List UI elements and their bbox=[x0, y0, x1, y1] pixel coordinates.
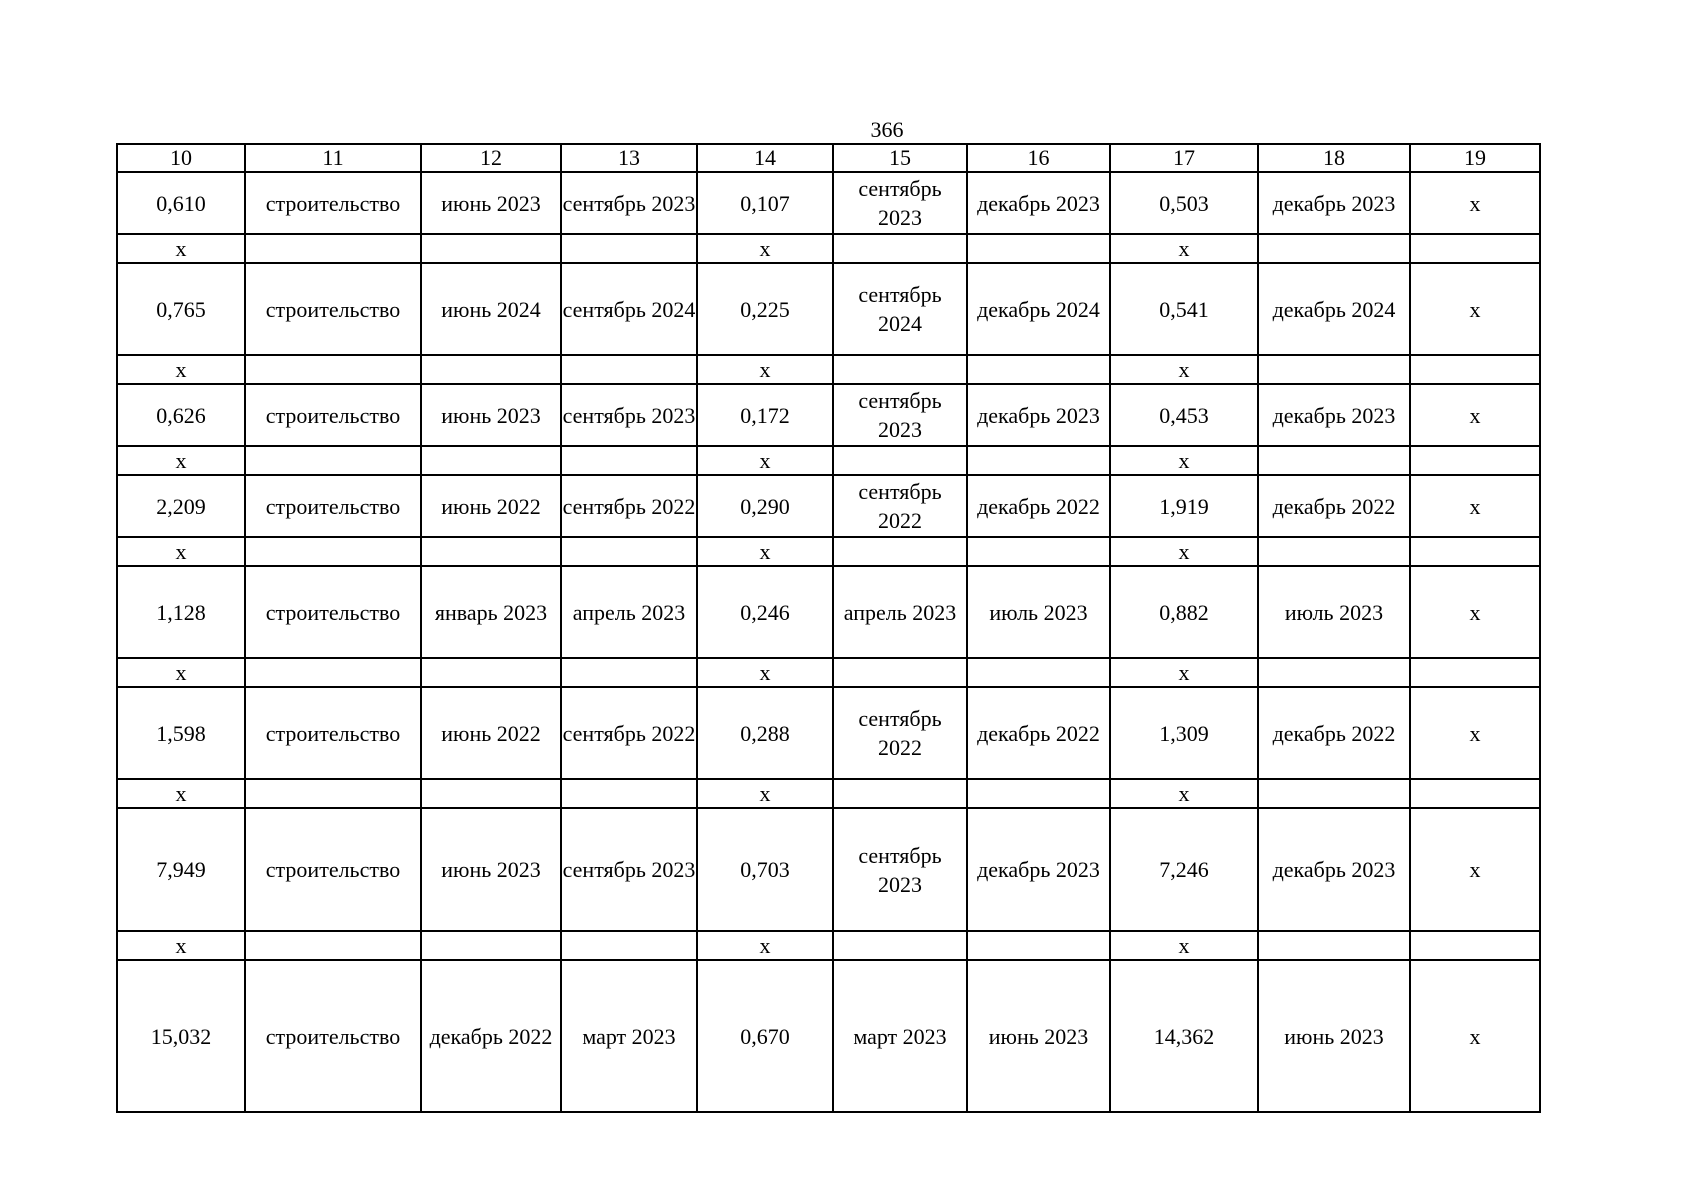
table-row bbox=[117, 960, 1540, 1112]
table-cell: июнь 2022 bbox=[421, 687, 561, 779]
table-cell bbox=[561, 658, 697, 687]
table-cell: декабрь 2022 bbox=[1258, 687, 1410, 779]
table-subrow bbox=[117, 446, 1540, 475]
table-cell: 0,225 bbox=[697, 263, 833, 355]
table-cell: х bbox=[1110, 355, 1258, 384]
table-cell: июнь 2023 bbox=[421, 172, 561, 234]
table-cell bbox=[421, 537, 561, 566]
table-cell bbox=[1258, 234, 1410, 263]
table-cell: декабрь 2023 bbox=[967, 808, 1110, 931]
table-cell: строительство bbox=[245, 384, 421, 446]
table-cell: сентябрь 2022 bbox=[561, 687, 697, 779]
table-subrow bbox=[117, 355, 1540, 384]
table-cell: апрель 2023 bbox=[561, 566, 697, 658]
column-number: 15 bbox=[833, 144, 967, 172]
table-cell bbox=[1410, 446, 1540, 475]
table-cell: строительство bbox=[245, 960, 421, 1112]
table-subrow bbox=[117, 537, 1540, 566]
table-cell: декабрь 2022 bbox=[421, 960, 561, 1112]
table-cell: х bbox=[697, 234, 833, 263]
table-cell bbox=[245, 779, 421, 808]
table-cell: 0,882 bbox=[1110, 566, 1258, 658]
table-row bbox=[117, 172, 1540, 234]
table-cell bbox=[1410, 537, 1540, 566]
table-cell bbox=[561, 931, 697, 960]
table-cell: х bbox=[1410, 687, 1540, 779]
table-cell: март 2023 bbox=[833, 960, 967, 1112]
table-cell: декабрь 2023 bbox=[1258, 384, 1410, 446]
table-cell: январь 2023 bbox=[421, 566, 561, 658]
table-cell: декабрь 2022 bbox=[967, 475, 1110, 537]
table-cell: х bbox=[697, 355, 833, 384]
table-cell bbox=[967, 234, 1110, 263]
table-subrow bbox=[117, 931, 1540, 960]
table-cell bbox=[245, 931, 421, 960]
table-subrow bbox=[117, 658, 1540, 687]
table-cell: 1,128 bbox=[117, 566, 245, 658]
table-cell: 0,107 bbox=[697, 172, 833, 234]
table-cell bbox=[1258, 658, 1410, 687]
table-cell: март 2023 bbox=[561, 960, 697, 1112]
table-cell: 0,541 bbox=[1110, 263, 1258, 355]
table-cell: х bbox=[1410, 808, 1540, 931]
table-cell: х bbox=[117, 234, 245, 263]
table-cell: 1,309 bbox=[1110, 687, 1258, 779]
table-cell: х bbox=[1410, 566, 1540, 658]
table-cell bbox=[421, 779, 561, 808]
table-cell: декабрь 2023 bbox=[967, 384, 1110, 446]
table-cell: апрель 2023 bbox=[833, 566, 967, 658]
table-cell: июнь 2023 bbox=[421, 808, 561, 931]
table-cell: сентябрь 2023 bbox=[833, 808, 967, 931]
table-cell: декабрь 2023 bbox=[1258, 172, 1410, 234]
table-row bbox=[117, 475, 1540, 537]
table-cell bbox=[561, 446, 697, 475]
table-cell: декабрь 2024 bbox=[967, 263, 1110, 355]
table-cell: 0,626 bbox=[117, 384, 245, 446]
table-cell: сентябрь 2023 bbox=[561, 808, 697, 931]
column-number: 13 bbox=[561, 144, 697, 172]
table-cell: х bbox=[1110, 446, 1258, 475]
table-cell bbox=[561, 355, 697, 384]
table-cell bbox=[967, 931, 1110, 960]
table-cell bbox=[1410, 355, 1540, 384]
table-cell: сентябрь 2023 bbox=[561, 384, 697, 446]
table-cell bbox=[833, 234, 967, 263]
table-cell: х bbox=[117, 779, 245, 808]
table-cell bbox=[1258, 931, 1410, 960]
table-row bbox=[117, 384, 1540, 446]
table-cell: 2,209 bbox=[117, 475, 245, 537]
table-cell: х bbox=[697, 446, 833, 475]
table-cell: х bbox=[697, 931, 833, 960]
table-cell: строительство bbox=[245, 808, 421, 931]
table-cell: х bbox=[1110, 658, 1258, 687]
table-cell: июнь 2023 bbox=[421, 384, 561, 446]
table-cell: строительство bbox=[245, 172, 421, 234]
table-cell bbox=[833, 779, 967, 808]
table-cell: 0,503 bbox=[1110, 172, 1258, 234]
table-row bbox=[117, 263, 1540, 355]
table-cell: сентябрь 2023 bbox=[561, 172, 697, 234]
table-cell: х bbox=[1410, 960, 1540, 1112]
table-cell: июнь 2023 bbox=[967, 960, 1110, 1112]
table-cell: 0,765 bbox=[117, 263, 245, 355]
table-cell bbox=[245, 234, 421, 263]
table-cell: 1,598 bbox=[117, 687, 245, 779]
table-cell bbox=[1258, 537, 1410, 566]
table-cell bbox=[1410, 931, 1540, 960]
column-number: 10 bbox=[117, 144, 245, 172]
table-cell: 0,453 bbox=[1110, 384, 1258, 446]
table-cell bbox=[1258, 355, 1410, 384]
table-cell: сентябрь 2024 bbox=[833, 263, 967, 355]
table-cell: сентябрь 2022 bbox=[561, 475, 697, 537]
table-cell bbox=[421, 931, 561, 960]
table-cell bbox=[421, 658, 561, 687]
table-cell: строительство bbox=[245, 566, 421, 658]
table-cell: 14,362 bbox=[1110, 960, 1258, 1112]
table-cell: декабрь 2023 bbox=[1258, 808, 1410, 931]
table-cell: х bbox=[1110, 931, 1258, 960]
table-cell bbox=[967, 779, 1110, 808]
column-number: 14 bbox=[697, 144, 833, 172]
table-cell: 0,670 bbox=[697, 960, 833, 1112]
table-cell bbox=[833, 658, 967, 687]
table-cell bbox=[245, 537, 421, 566]
table-cell: 0,703 bbox=[697, 808, 833, 931]
table-cell bbox=[1410, 658, 1540, 687]
table-cell bbox=[245, 658, 421, 687]
table-cell bbox=[245, 355, 421, 384]
table-cell: строительство bbox=[245, 475, 421, 537]
table-cell bbox=[561, 234, 697, 263]
table-cell: июль 2023 bbox=[1258, 566, 1410, 658]
table-cell: х bbox=[1110, 537, 1258, 566]
table-cell: декабрь 2022 bbox=[1258, 475, 1410, 537]
table-cell: 7,949 bbox=[117, 808, 245, 931]
table-cell bbox=[1410, 779, 1540, 808]
table-row bbox=[117, 808, 1540, 931]
table-cell: 0,290 bbox=[697, 475, 833, 537]
table-cell: сентябрь 2024 bbox=[561, 263, 697, 355]
table-cell: х bbox=[117, 537, 245, 566]
table-cell: х bbox=[1410, 263, 1540, 355]
table-cell: сентябрь 2023 bbox=[833, 172, 967, 234]
table-cell: июнь 2023 bbox=[1258, 960, 1410, 1112]
table-cell: х bbox=[117, 658, 245, 687]
table-cell bbox=[833, 537, 967, 566]
table-cell bbox=[1258, 446, 1410, 475]
table-cell: июнь 2024 bbox=[421, 263, 561, 355]
table-cell: 1,919 bbox=[1110, 475, 1258, 537]
table-cell: х bbox=[117, 446, 245, 475]
table-cell: декабрь 2022 bbox=[967, 687, 1110, 779]
table-cell: х bbox=[697, 779, 833, 808]
column-number: 11 bbox=[245, 144, 421, 172]
table-cell bbox=[967, 446, 1110, 475]
table-cell bbox=[967, 355, 1110, 384]
table-cell: строительство bbox=[245, 263, 421, 355]
table-cell: сентябрь 2022 bbox=[833, 475, 967, 537]
table-cell bbox=[833, 931, 967, 960]
table-cell: 0,610 bbox=[117, 172, 245, 234]
table-cell: строительство bbox=[245, 687, 421, 779]
table-cell: июль 2023 bbox=[967, 566, 1110, 658]
table-cell: х bbox=[117, 931, 245, 960]
table-cell bbox=[833, 355, 967, 384]
table-cell bbox=[561, 537, 697, 566]
table-cell bbox=[967, 658, 1110, 687]
table-subrow bbox=[117, 234, 1540, 263]
table-cell: декабрь 2023 bbox=[967, 172, 1110, 234]
table-cell: х bbox=[697, 658, 833, 687]
table-cell bbox=[561, 779, 697, 808]
table-cell: х bbox=[1110, 779, 1258, 808]
table-cell bbox=[421, 355, 561, 384]
table-cell bbox=[967, 537, 1110, 566]
table-cell: х bbox=[1110, 234, 1258, 263]
table-cell: х bbox=[697, 537, 833, 566]
table-cell: х bbox=[117, 355, 245, 384]
column-number: 19 bbox=[1410, 144, 1540, 172]
column-number: 17 bbox=[1110, 144, 1258, 172]
table-subrow bbox=[117, 779, 1540, 808]
table-cell: х bbox=[1410, 475, 1540, 537]
table-cell bbox=[1258, 779, 1410, 808]
table-cell bbox=[421, 234, 561, 263]
table-cell: 0,288 bbox=[697, 687, 833, 779]
table-cell: х bbox=[1410, 384, 1540, 446]
table-cell: 7,246 bbox=[1110, 808, 1258, 931]
table-cell: декабрь 2024 bbox=[1258, 263, 1410, 355]
column-number-row bbox=[117, 144, 1540, 172]
table-cell: 0,172 bbox=[697, 384, 833, 446]
column-number: 18 bbox=[1258, 144, 1410, 172]
table-cell bbox=[1410, 234, 1540, 263]
table-cell bbox=[245, 446, 421, 475]
table-cell bbox=[833, 446, 967, 475]
table-cell bbox=[421, 446, 561, 475]
table-cell: июнь 2022 bbox=[421, 475, 561, 537]
table-cell: 0,246 bbox=[697, 566, 833, 658]
page-number: 366 bbox=[870, 117, 904, 142]
table-cell: сентябрь 2023 bbox=[833, 384, 967, 446]
data-table bbox=[116, 143, 1541, 1113]
table-row bbox=[117, 566, 1540, 658]
table-cell: х bbox=[1410, 172, 1540, 234]
column-number: 16 bbox=[967, 144, 1110, 172]
table-cell: сентябрь 2022 bbox=[833, 687, 967, 779]
column-number: 12 bbox=[421, 144, 561, 172]
table-cell: 15,032 bbox=[117, 960, 245, 1112]
table-row bbox=[117, 687, 1540, 779]
